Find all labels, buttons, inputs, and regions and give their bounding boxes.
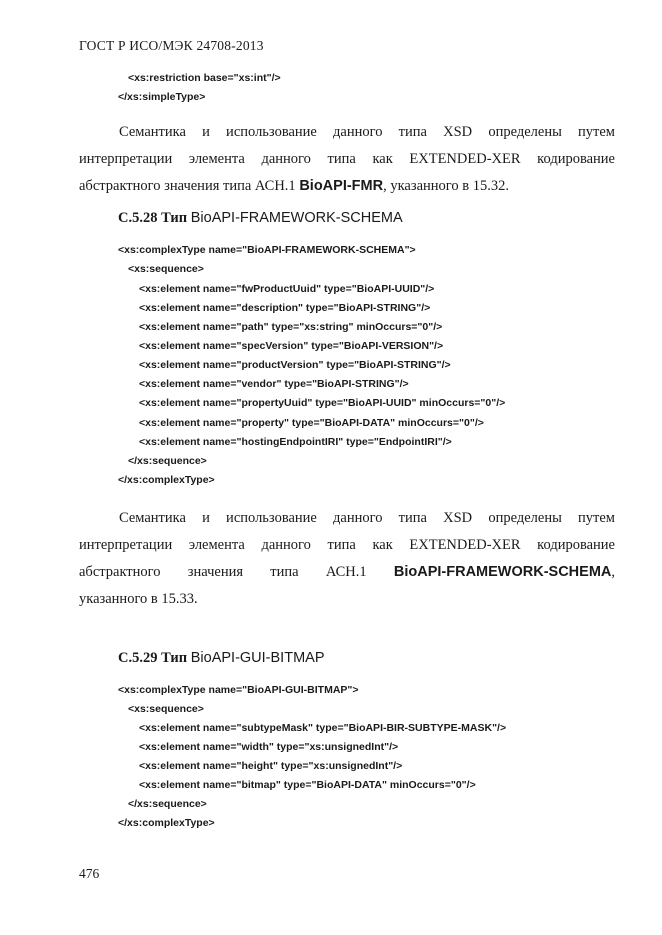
text-run: абстрактного значения типа АСН.1 (79, 178, 300, 194)
page-header: ГОСТ Р ИСО/МЭК 24708-2013 (79, 38, 264, 53)
section-type-name: BioAPI-GUI-BITMAP (190, 650, 325, 666)
code-line: <xs:element name="productVersion" type="BioAPI-STRING"/> (139, 359, 451, 371)
section-heading-528 (118, 210, 403, 227)
paragraph-line (79, 559, 615, 586)
section-type-name: BioAPI-FRAMEWORK-SCHEMA (190, 210, 403, 226)
code-line: <xs:element name="width" type="xs:unsignedInt"/> (139, 741, 399, 753)
paragraph-semantics-fmr (79, 119, 615, 200)
section-number: С.5.28 Тип (118, 210, 191, 226)
code-line: <xs:element name="height" type="xs:unsignedInt"/> (139, 760, 403, 772)
paragraph-semantics-framework-schema (79, 505, 615, 613)
code-line: </xs:complexType> (118, 474, 215, 486)
code-line: <xs:restriction base="xs:int"/> (128, 72, 281, 84)
paragraph-line: Семантика и использование данного типа XSD определены путем (119, 510, 615, 526)
code-line: <xs:element name="fwProductUuid" type="BioAPI-UUID"/> (139, 283, 435, 295)
code-line: </xs:simpleType> (118, 91, 206, 103)
page-number: 476 (79, 866, 100, 881)
code-line: <xs:sequence> (128, 703, 204, 715)
code-line: <xs:element name="property" type="BioAPI-DATA" minOccurs="0"/> (139, 417, 484, 429)
text-run: , (611, 564, 615, 580)
paragraph-line (79, 173, 615, 200)
code-line: <xs:element name="bitmap" type="BioAPI-DATA" minOccurs="0"/> (139, 779, 476, 791)
type-name: BioAPI-FRAMEWORK-SCHEMA (393, 564, 612, 580)
code-line: <xs:element name="path" type="xs:string" minOccurs="0"/> (139, 321, 443, 333)
code-line: </xs:complexType> (118, 817, 215, 829)
code-line: <xs:complexType name="BioAPI-FRAMEWORK-SCHEMA"> (118, 244, 416, 256)
code-line: <xs:element name="description" type="BioAPI-STRING"/> (139, 302, 431, 314)
paragraph-line: Семантика и использование данного типа XSD определены путем (119, 124, 615, 140)
text-run: , указанного в 15.32. (383, 178, 509, 194)
code-line: <xs:element name="propertyUuid" type="BioAPI-UUID" minOccurs="0"/> (139, 397, 506, 409)
paragraph-line: указанного в 15.33. (79, 591, 198, 607)
code-line: <xs:sequence> (128, 263, 204, 275)
code-line: </xs:sequence> (128, 798, 207, 810)
code-line: <xs:complexType name="BioAPI-GUI-BITMAP"> (118, 684, 359, 696)
text-run: абстрактного значения типа АСН.1 (79, 564, 394, 580)
section-number: С.5.29 Тип (118, 650, 191, 666)
code-line: <xs:element name="specVersion" type="BioAPI-VERSION"/> (139, 340, 444, 352)
paragraph-line: интерпретации элемента данного типа как EXTENDED-XER кодирование (79, 151, 615, 167)
code-line: </xs:sequence> (128, 455, 207, 467)
section-heading-529 (118, 650, 325, 667)
code-line: <xs:element name="hostingEndpointIRI" type="EndpointIRI"/> (139, 436, 452, 448)
paragraph-line: интерпретации элемента данного типа как EXTENDED-XER кодирование (79, 537, 615, 553)
type-name: BioAPI-FMR (299, 178, 384, 194)
code-line: <xs:element name="subtypeMask" type="BioAPI-BIR-SUBTYPE-MASK"/> (139, 722, 507, 734)
code-line: <xs:element name="vendor" type="BioAPI-STRING"/> (139, 378, 409, 390)
